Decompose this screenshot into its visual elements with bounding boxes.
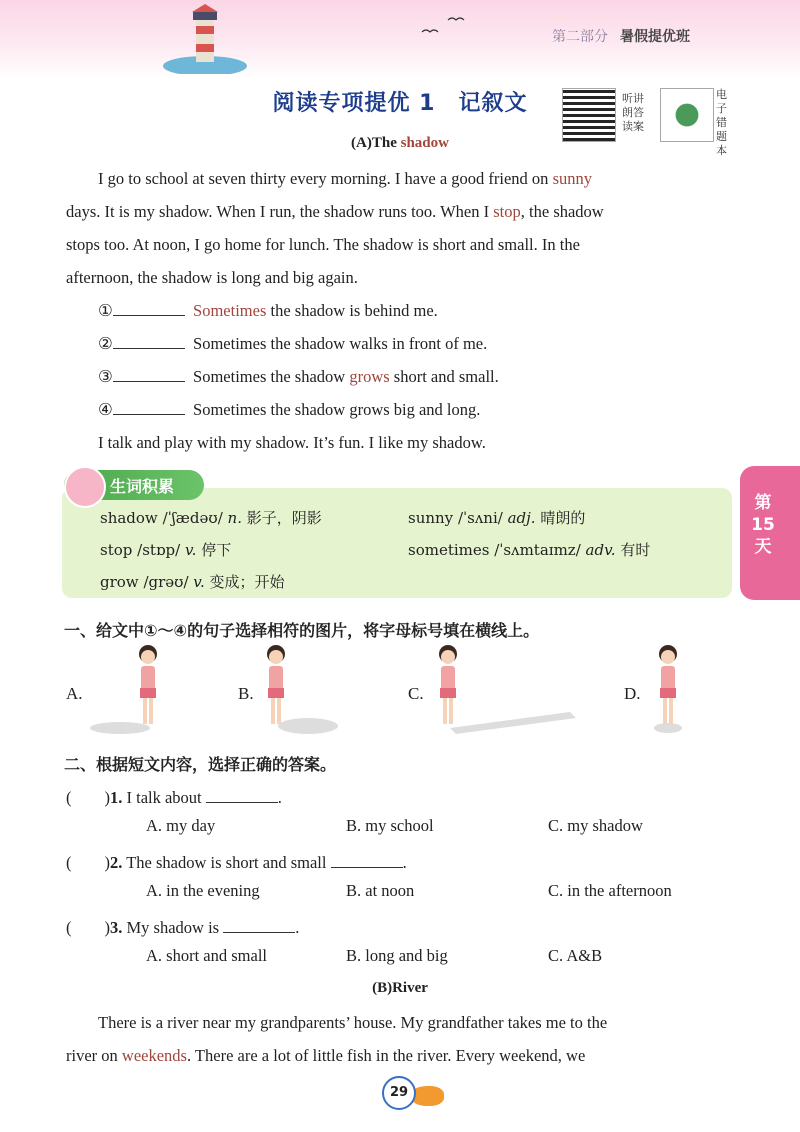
option-c-label: C.	[408, 684, 424, 703]
item-2: ② Sometimes the shadow walks in front of me.	[98, 334, 488, 353]
q2-choice-b[interactable]: B. at noon	[346, 881, 415, 900]
option-a-label: A.	[66, 684, 83, 703]
day-tab-label: 第 15 天	[751, 493, 775, 557]
q1-choice-b[interactable]: B. my school	[346, 816, 434, 835]
passage-a-line1: I go to school at seven thirty every morning. I have a good friend on sunny	[98, 169, 592, 188]
answer-paren-2[interactable]: ( )	[66, 853, 110, 872]
passage-a-line4: afternoon, the shadow is long and big again.	[66, 268, 358, 287]
passage-a-closing: I talk and play with my shadow. It’s fun. I like my shadow.	[98, 433, 486, 452]
answer-blank-3[interactable]	[113, 367, 185, 382]
section1-heading: 一、给文中①～④的句子选择相符的图片，将字母标号填在横线上。	[64, 621, 540, 640]
passage-b-line1: There is a river near my grandparents’ house. My grandfather takes me to the	[98, 1013, 608, 1032]
vocab-entry-grow: grow /grəʊ/ v. 变成；开始	[100, 573, 285, 591]
girl-long-shadow-picture	[430, 642, 580, 738]
vocab-tag-label: 生词积累	[110, 477, 175, 496]
birds-illustration	[420, 14, 470, 38]
passage-a-title: (A)The shadow	[351, 135, 449, 151]
answer-paren-3[interactable]: ( )	[66, 918, 110, 937]
page-number: 29	[382, 1076, 416, 1110]
answer-blank-1[interactable]	[113, 301, 185, 316]
question-1: ( )1. I talk about .	[66, 788, 282, 807]
piggy-bank-icon	[64, 466, 106, 508]
passage-a-line2: days. It is my shadow. When I run, the shadow runs too. When I stop, the shadow	[66, 202, 604, 221]
answer-blank-2[interactable]	[113, 334, 185, 349]
answer-paren-1[interactable]: ( )	[66, 788, 110, 807]
option-d-label: D.	[624, 684, 641, 703]
section2-heading: 二、根据短文内容，选择正确的答案。	[64, 755, 337, 774]
qr-label-listen: 听讲 朗答 读案	[622, 92, 644, 133]
passage-a-line3: stops too. At noon, I go home for lunch. The shadow is short and small. In the	[66, 235, 580, 254]
answer-blank-4[interactable]	[113, 400, 185, 415]
item-4: ④ Sometimes the shadow grows big and long.	[98, 400, 481, 419]
course-label: 暑假提优班	[620, 29, 690, 45]
option-b-label: B.	[238, 684, 254, 703]
passage-b-line2: river on weekends. There are a lot of little fish in the river. Every weekend, we	[66, 1046, 586, 1065]
q2-choice-c[interactable]: C. in the afternoon	[548, 881, 672, 900]
q2-choice-a[interactable]: A. in the evening	[146, 881, 260, 900]
passage-b-title: (B)River	[372, 980, 428, 996]
girl-short-shadow-picture	[644, 642, 704, 738]
question-2: ( )2. The shadow is short and small .	[66, 853, 407, 872]
vocab-entry-sometimes: sometimes /ˈsʌmtaɪmz/ adv. 有时	[408, 541, 651, 559]
q3-choice-c[interactable]: C. A&B	[548, 946, 603, 965]
lighthouse-illustration	[160, 4, 250, 74]
q1-choice-c[interactable]: C. my shadow	[548, 816, 643, 835]
q1-choice-a[interactable]: A. my day	[146, 816, 216, 835]
page-title: 阅读专项提优 1 记叙文	[272, 91, 528, 116]
vocab-entry-sunny: sunny /ˈsʌni/ adj. 晴朗的	[408, 509, 586, 527]
qr-code-error-book[interactable]	[660, 88, 714, 142]
vocab-entry-stop: stop /stɒp/ v. 停下	[100, 541, 232, 559]
item-1: ① Sometimes the shadow is behind me.	[98, 301, 438, 320]
q3-choice-a[interactable]: A. short and small	[146, 946, 267, 965]
item-3: ③ Sometimes the shadow grows short and small.	[98, 367, 499, 386]
vocab-entry-shadow: shadow /ˈʃædəʊ/ n. 影子，阴影	[100, 509, 322, 527]
qr-label-error-book: 电子 错题 本	[716, 88, 727, 157]
q3-choice-b[interactable]: B. long and big	[346, 946, 448, 965]
girl-shadow-behind-picture	[90, 642, 180, 738]
qr-code-listen[interactable]	[562, 88, 616, 142]
question-3-blank	[223, 918, 295, 933]
section-label: 第二部分	[552, 29, 608, 45]
question-1-blank	[206, 788, 278, 803]
question-2-blank	[331, 853, 403, 868]
question-3: ( )3. My shadow is .	[66, 918, 300, 937]
girl-shadow-front-picture	[250, 642, 340, 738]
